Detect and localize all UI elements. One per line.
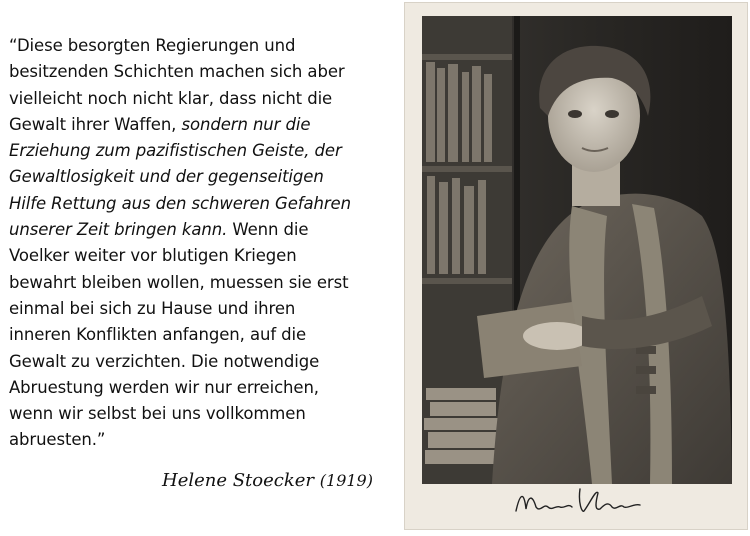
quote-emphasis: Erziehung zum pazifistischen Geiste, der	[9, 141, 342, 161]
quote-line	[9, 270, 399, 296]
attribution	[162, 470, 373, 491]
quote-line	[9, 59, 399, 85]
portrait-photo-card	[404, 2, 748, 530]
quote-segment: bewahrt bleiben wollen, muessen sie erst	[9, 272, 349, 292]
quote-line	[9, 349, 399, 375]
quote-text	[9, 33, 399, 454]
quote-line	[9, 191, 399, 217]
quote-line	[9, 86, 399, 112]
quote-emphasis: sondern nur die	[181, 114, 311, 134]
quote-segment: Voelker weiter vor blutigen Kriegen	[9, 246, 297, 266]
quote-line	[9, 401, 399, 427]
quote-segment: Abruestung werden wir nur erreichen,	[9, 377, 319, 397]
quote-segment: Gewalt zu verzichten. Die notwendige	[9, 351, 320, 371]
quote-line	[9, 33, 399, 59]
quote-line	[9, 296, 399, 322]
quote-segment: inneren Konflikten anfangen, auf die	[9, 325, 307, 345]
quote-line	[9, 427, 399, 453]
quote-segment: vielleicht noch nicht klar, dass nicht die	[9, 88, 333, 108]
quote-line	[9, 375, 399, 401]
attribution-year: (1919)	[319, 471, 373, 490]
quote-line	[9, 243, 399, 269]
author-name: Helene Stoecker	[162, 470, 315, 491]
quote-line	[9, 138, 399, 164]
quote-emphasis: Gewaltlosigkeit und der gegenseitigen	[9, 167, 324, 187]
quote-segment: wenn wir selbst bei uns vollkommen	[9, 404, 306, 424]
quote-emphasis: Hilfe Rettung aus den schweren Gefahren	[9, 193, 351, 213]
quote-line	[9, 164, 399, 190]
quote-segment: “Diese besorgten Regierungen und	[9, 36, 296, 55]
quote-segment: einmal bei sich zu Hause und ihren	[9, 298, 296, 318]
quote-emphasis: unserer Zeit bringen kann.	[9, 220, 228, 240]
portrait-photo	[422, 16, 732, 484]
quote-segment: besitzenden Schichten machen sich aber	[9, 62, 345, 82]
quote-segment: abruesten.”	[9, 430, 106, 450]
quote-line	[9, 112, 399, 138]
quote-segment: Wenn die	[227, 220, 309, 240]
quote-line	[9, 322, 399, 348]
quote-segment: Gewalt ihrer Waffen,	[9, 114, 182, 134]
quote-line	[9, 217, 399, 243]
signature-image	[510, 483, 650, 523]
